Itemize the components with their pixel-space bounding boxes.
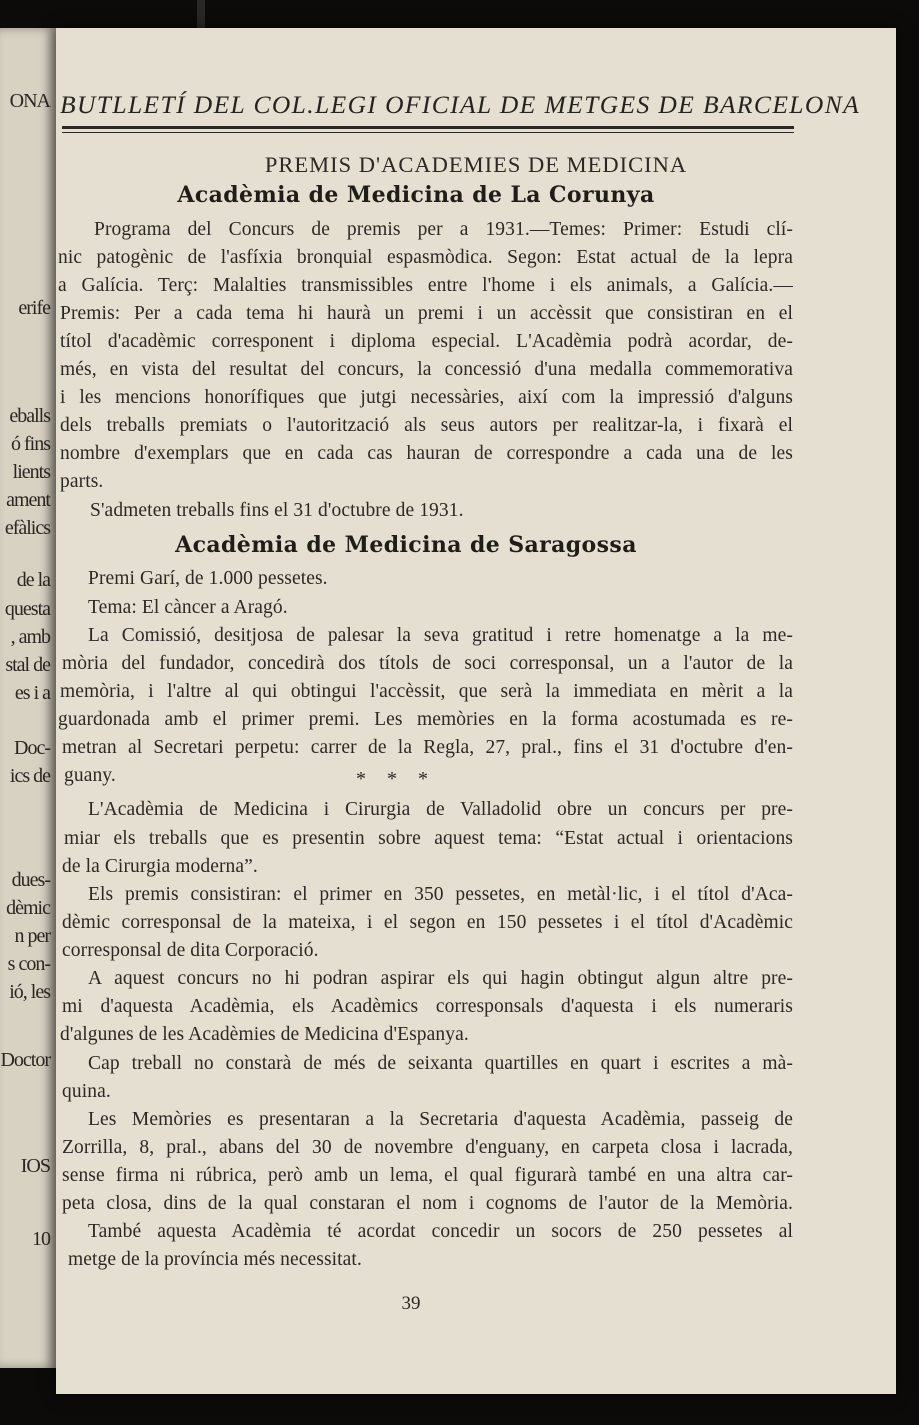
text-line: guardonada amb el primer premi. Les memòries en la forma acostumada es re-: [58, 709, 793, 730]
facing-page-fragment-text: ó fins: [11, 433, 50, 455]
header-rule-thin: [62, 132, 794, 133]
text-line: dèmic corresponsal de la mateixa, i el segon en 150 pessetes i el títol d'Acadèmic: [62, 912, 793, 933]
text-line: quina.: [62, 1081, 111, 1102]
text-line: Programa del Concurs de premis per a 1931.—Temes: Primer: Estudi clí-: [94, 219, 793, 240]
facing-page-fragment: [0, 28, 56, 1368]
text-line: memòria, i l'altre al qui obtingui l'accèssit, que serà la immediata en mèrit a la: [60, 681, 793, 702]
facing-page-fragment-text: n per: [14, 925, 50, 947]
text-line: L'Acadèmia de Medicina i Cirurgia de Valladolid obre un concurs per pre-: [88, 799, 793, 820]
facing-page-fragment-text: s con-: [7, 953, 50, 975]
text-line: La Comissió, desitjosa de palesar la seva gratitud i retre homenatge a la me-: [88, 625, 793, 646]
section-title: PREMIS D'ACADEMIES DE MEDICINA: [264, 152, 688, 177]
facing-page-fragment-text: IOS: [20, 1155, 50, 1177]
facing-page-fragment-text: , amb: [10, 626, 50, 648]
running-header: BUTLLETÍ DEL COL.LEGI OFICIAL DE METGES DE BARCELONA: [60, 90, 861, 119]
text-line: miar els treballs que es presentin sobre aquest tema: “Estat actual i orientacions: [64, 828, 793, 849]
text-line: Tema: El càncer a Aragó.: [88, 597, 288, 618]
text-line: més, en vista del resultat del concurs, la concessió d'una medalla commemorativa: [60, 359, 793, 380]
header-rule-thick: [62, 126, 794, 129]
facing-page-fragment-text: questa: [4, 598, 50, 620]
text-line: metge de la província més necessitat.: [68, 1249, 362, 1270]
facing-page-fragment-text: dues-: [11, 869, 50, 891]
text-line: sense firma ni rúbrica, però amb un lema, el qual figurarà també en una altra car-: [62, 1165, 793, 1186]
text-line: corresponsal de dita Corporació.: [62, 940, 319, 961]
text-line: Premi Garí, de 1.000 pessetes.: [88, 568, 328, 589]
facing-page-fragment-text: eballs: [9, 405, 50, 427]
text-line: Cap treball no constarà de més de seixanta quartilles en quart i escrites a mà-: [88, 1053, 793, 1074]
facing-page-fragment-text: erife: [18, 297, 50, 319]
text-line: peta closa, dins de la qual constaran el nom i cognoms de l'autor de la Memòria.: [62, 1193, 793, 1214]
text-line: a Galícia. Terç: Malalties transmissibles entre l'home i els animals, a Galícia.—: [58, 275, 793, 296]
text-line: i les mencions honorífiques que jutgi necessàries, així com la impressió d'alguns: [60, 387, 793, 408]
journal-page: [56, 28, 896, 1394]
scan-edge-mark: [197, 0, 205, 28]
text-line: Els premis consistiran: el primer en 350 pessetes, en metàl·lic, i el títol d'Aca-: [88, 884, 793, 905]
heading-academia-corunya: Acadèmia de Medicina de La Corunya: [177, 182, 655, 208]
text-line: mòria del fundador, concedirà dos títols de soci corresponsal, un a l'autor de la: [62, 653, 793, 674]
section-separator: * * *: [356, 768, 436, 790]
page-number: 39: [401, 1293, 421, 1314]
text-line: Les Memòries es presentaran a la Secretaria d'aquesta Acadèmia, passeig de: [88, 1109, 793, 1130]
text-line: títol d'acadèmic corresponent i diploma especial. L'Acadèmia podrà acordar, de-: [60, 331, 793, 352]
text-line: A aquest concurs no hi podran aspirar els qui hagin obtingut algun altre pre-: [88, 968, 793, 989]
facing-page-fragment-text: ics de: [9, 765, 50, 787]
facing-page-fragment-text: lients: [12, 461, 50, 483]
text-line: Premis: Per a cada tema hi haurà un premi i un accèssit que consistiran en el: [60, 303, 793, 324]
facing-page-fragment-text: efàlics: [4, 517, 50, 539]
facing-page-fragment-text: Doctor: [0, 1049, 50, 1071]
text-line: També aquesta Acadèmia té acordat concedir un socors de 250 pessetes al: [88, 1221, 793, 1242]
text-line: dels treballs premiats o l'autorització als seus autors per realitzar-la, i fixarà el: [60, 415, 793, 436]
facing-page-fragment-text: 10: [32, 1228, 50, 1250]
facing-page-fragment-text: ONA: [9, 90, 50, 112]
facing-page-fragment-text: de la: [16, 569, 50, 591]
text-line: de la Cirurgia moderna”.: [62, 856, 258, 877]
facing-page-fragment-text: ió, les: [9, 981, 50, 1003]
text-line: guany.: [64, 765, 116, 786]
text-line: nombre d'exemplars que en cada cas hauran de correspondre a cada una de les: [60, 443, 793, 464]
text-line: parts.: [60, 471, 104, 492]
facing-page-fragment-text: ament: [6, 489, 50, 511]
text-line: metran al Secretari perpetu: carrer de la Regla, 27, pral., fins el 31 d'octubre d'en-: [62, 737, 793, 758]
facing-page-fragment-text: stal de: [5, 654, 50, 676]
text-line: d'algunes de les Acadèmies de Medicina d'Espanya.: [60, 1024, 469, 1045]
facing-page-fragment-text: dèmic: [6, 897, 50, 919]
facing-page-fragment-text: Doc-: [14, 737, 50, 759]
text-line: mi d'aquesta Acadèmia, els Acadèmics corresponsals d'aquesta i els numeraris: [62, 996, 793, 1017]
facing-page-fragment-text: es i a: [14, 682, 50, 704]
text-line: nic patogènic de l'asfíxia bronquial espasmòdica. Segon: Estat actual de la lepra: [58, 247, 793, 268]
text-line: S'admeten treballs fins el 31 d'octubre de 1931.: [90, 500, 464, 521]
text-line: Zorrilla, 8, pral., abans del 30 de novembre d'enguany, en carpeta closa i lacrada,: [62, 1137, 793, 1158]
heading-academia-saragossa: Acadèmia de Medicina de Saragossa: [175, 532, 637, 558]
